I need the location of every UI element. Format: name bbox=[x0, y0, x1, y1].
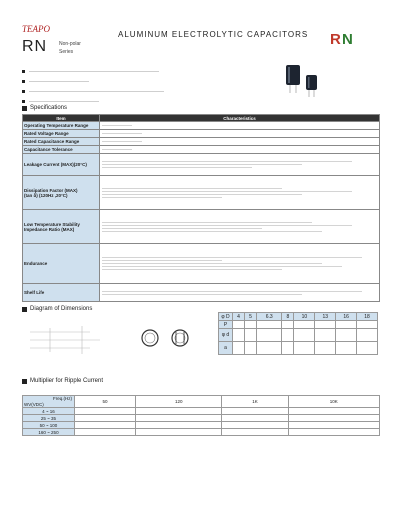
dim-cell bbox=[257, 342, 282, 355]
ripple-freq: 120 bbox=[136, 396, 222, 408]
ripple-cell bbox=[75, 415, 136, 422]
dim-cell bbox=[315, 342, 336, 355]
ripple-cell bbox=[136, 408, 222, 415]
spec-item: Shelf Life bbox=[23, 284, 100, 302]
section-title: Multiplier for Ripple Current bbox=[30, 378, 104, 384]
dimension-diagram bbox=[30, 318, 200, 366]
ripple-freq: 1K bbox=[222, 396, 288, 408]
series-subtitle bbox=[59, 40, 81, 56]
spec-item: Operating Temperature Range bbox=[23, 122, 100, 130]
dim-cell bbox=[336, 342, 357, 355]
feature-item bbox=[22, 86, 232, 96]
ripple-voltage: 4 ~ 16 bbox=[23, 408, 75, 415]
dim-cell bbox=[336, 321, 357, 329]
spec-item-line-2: Impedance Ratio (MAX) bbox=[24, 226, 75, 232]
dim-label-d: φ D bbox=[219, 313, 233, 321]
ripple-cell bbox=[136, 422, 222, 429]
feature-text bbox=[29, 71, 159, 72]
ripple-cell bbox=[75, 422, 136, 429]
dim-size: 5 bbox=[245, 313, 257, 321]
ripple-cell bbox=[288, 422, 379, 429]
series-sub-line-2: Series bbox=[59, 49, 74, 55]
dim-cell bbox=[245, 329, 257, 342]
dim-cell bbox=[282, 342, 294, 355]
feature-text bbox=[29, 81, 89, 82]
spec-value bbox=[100, 176, 380, 210]
ripple-cell bbox=[75, 408, 136, 415]
feature-item bbox=[22, 66, 232, 76]
spec-item-line-1: Dissipation Factor (MAX) bbox=[24, 187, 78, 193]
dim-cell bbox=[336, 329, 357, 342]
dim-cell bbox=[357, 329, 378, 342]
ripple-cell bbox=[222, 422, 288, 429]
spec-item: Leakage Current (MAX)(20°C) bbox=[23, 154, 100, 176]
dim-cell bbox=[245, 321, 257, 329]
dim-size: 13 bbox=[315, 313, 336, 321]
spec-value bbox=[100, 130, 380, 138]
dim-cell bbox=[294, 321, 315, 329]
dim-cell bbox=[357, 321, 378, 329]
section-diagram bbox=[22, 306, 92, 312]
dim-size: 4 bbox=[233, 313, 245, 321]
svg-text:N: N bbox=[342, 31, 353, 46]
spec-item-line-2: (tan δ) (120Hz ,20°C) bbox=[24, 192, 68, 198]
ripple-voltage: 160 ~ 250 bbox=[23, 429, 75, 436]
dim-cell bbox=[282, 321, 294, 329]
capacitor-photo bbox=[282, 63, 328, 99]
ripple-cell bbox=[288, 408, 379, 415]
dim-cell bbox=[233, 329, 245, 342]
svg-text:R: R bbox=[330, 31, 341, 46]
bullet-icon bbox=[22, 90, 25, 93]
series-name: RN bbox=[22, 38, 48, 55]
section-multiplier bbox=[22, 378, 103, 384]
dim-cell bbox=[233, 342, 245, 355]
spec-item: Endurance bbox=[23, 244, 100, 284]
feature-text bbox=[29, 91, 164, 92]
feature-list bbox=[22, 66, 232, 106]
spec-value bbox=[100, 284, 380, 302]
ripple-corner bbox=[23, 396, 75, 408]
spec-item: Rated Capacitance Range bbox=[23, 138, 100, 146]
dim-cell bbox=[282, 329, 294, 342]
spec-value bbox=[100, 154, 380, 176]
dim-cell bbox=[357, 342, 378, 355]
ripple-cell bbox=[75, 429, 136, 436]
bullet-icon bbox=[22, 80, 25, 83]
dim-cell bbox=[257, 321, 282, 329]
dim-label-dd: φ d bbox=[219, 329, 233, 342]
ripple-cell bbox=[222, 429, 288, 436]
ripple-cell bbox=[222, 415, 288, 422]
dim-size: 10 bbox=[294, 313, 315, 321]
specifications-table bbox=[22, 114, 380, 302]
dim-cell bbox=[233, 321, 245, 329]
dim-size: 16 bbox=[336, 313, 357, 321]
ripple-cell bbox=[288, 429, 379, 436]
series-sub-line-1: Non-polar bbox=[59, 41, 81, 47]
brand-logo: TEAPO bbox=[22, 24, 50, 34]
spec-value bbox=[100, 146, 380, 154]
feature-item bbox=[22, 76, 232, 86]
ripple-wv-label: WV(VDC) bbox=[24, 402, 44, 407]
ripple-cell bbox=[222, 408, 288, 415]
page-title: ALUMINUM ELECTROLYTIC CAPACITORS bbox=[118, 30, 309, 39]
spec-value bbox=[100, 138, 380, 146]
dim-size: 8 bbox=[282, 313, 294, 321]
ripple-multiplier-table bbox=[22, 395, 380, 436]
ripple-freq-label: Freq.(Hz) bbox=[53, 396, 72, 401]
section-square-icon bbox=[22, 106, 27, 111]
dim-cell bbox=[294, 329, 315, 342]
dim-cell bbox=[245, 342, 257, 355]
rn-logo-mark bbox=[330, 30, 356, 46]
section-title: Specifications bbox=[30, 105, 68, 111]
bullet-icon bbox=[22, 70, 25, 73]
section-specifications bbox=[22, 105, 67, 111]
ripple-cell bbox=[136, 429, 222, 436]
ripple-freq: 50 bbox=[75, 396, 136, 408]
dim-cell bbox=[257, 329, 282, 342]
section-square-icon bbox=[22, 307, 27, 312]
bullet-icon bbox=[22, 100, 25, 103]
dim-cell bbox=[315, 329, 336, 342]
dim-label-a: a bbox=[219, 342, 233, 355]
section-square-icon bbox=[22, 379, 27, 384]
spec-item-line-1: Low Temperature Stability bbox=[24, 221, 80, 227]
dim-size: 6.3 bbox=[257, 313, 282, 321]
ripple-cell bbox=[288, 415, 379, 422]
spec-value bbox=[100, 244, 380, 284]
feature-text bbox=[29, 101, 99, 102]
spec-item: Rated Voltage Range bbox=[23, 130, 100, 138]
dim-label-p: P bbox=[219, 321, 233, 329]
ripple-cell bbox=[136, 415, 222, 422]
dim-cell bbox=[294, 342, 315, 355]
spec-item: Capacitance Tolerance bbox=[23, 146, 100, 154]
dim-cell bbox=[315, 321, 336, 329]
spec-item bbox=[23, 176, 100, 210]
ripple-voltage: 25 ~ 35 bbox=[23, 415, 75, 422]
dimension-table bbox=[218, 312, 378, 355]
spec-header-item: Item bbox=[23, 115, 100, 122]
section-title: Diagram of Dimensions bbox=[30, 306, 93, 312]
spec-item bbox=[23, 210, 100, 244]
spec-value bbox=[100, 122, 380, 130]
dim-size: 18 bbox=[357, 313, 378, 321]
ripple-voltage: 50 ~ 100 bbox=[23, 422, 75, 429]
ripple-freq: 10K bbox=[288, 396, 379, 408]
spec-value bbox=[100, 210, 380, 244]
spec-header-characteristics: Characteristics bbox=[100, 115, 380, 122]
